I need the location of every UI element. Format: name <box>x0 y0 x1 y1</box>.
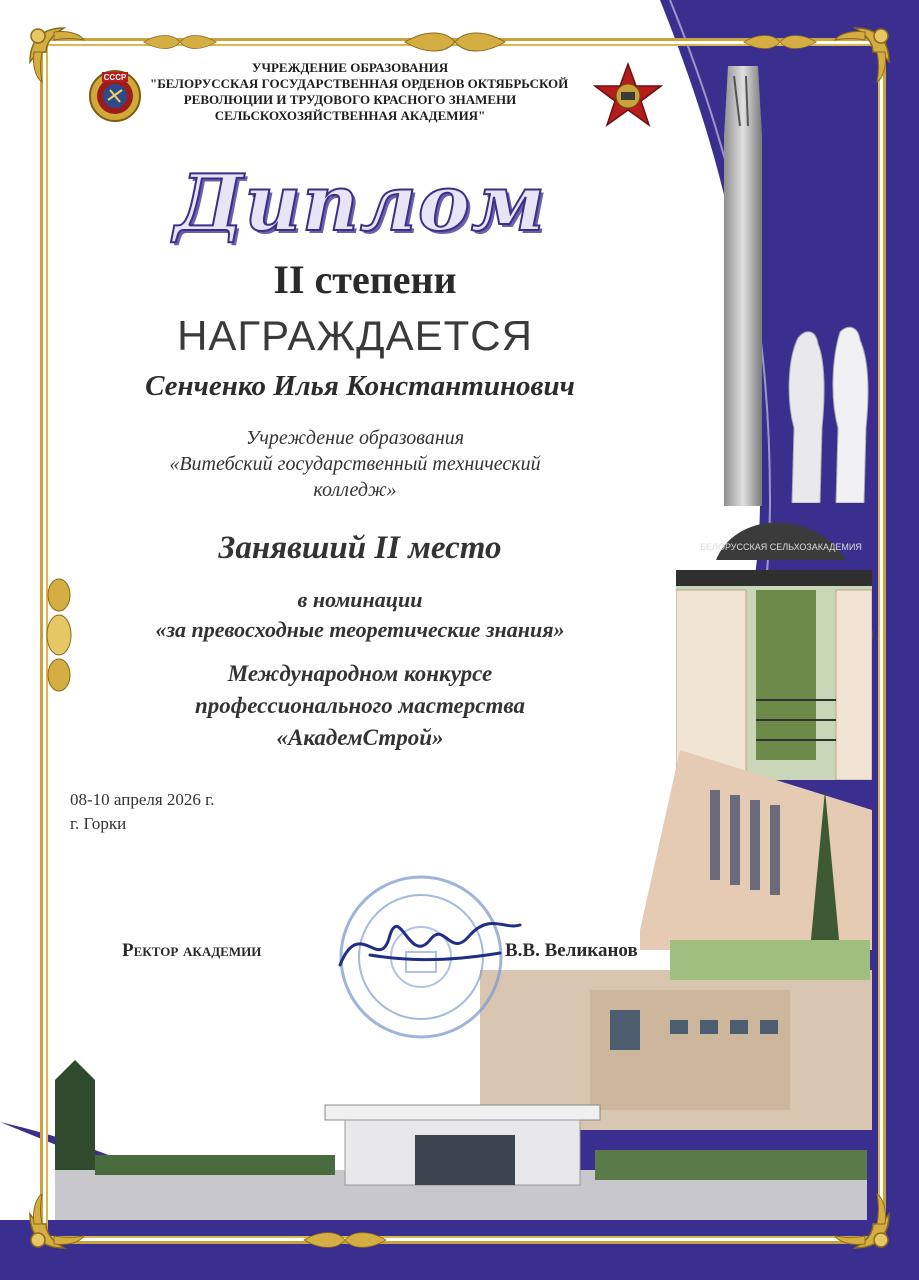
organization-line: колледж» <box>313 479 397 501</box>
recipient-organization <box>110 425 600 503</box>
gate-sign-text: БЕЛОРУССКАЯ СЕЛЬХОЗАКАДЕМИЯ <box>700 542 862 552</box>
corner-ornament-icon <box>831 22 895 86</box>
contest-line: Международном конкурсе <box>227 661 493 686</box>
award-heading: НАГРАЖДАЕТСЯ <box>177 312 533 359</box>
medal-text: СССР <box>103 73 127 82</box>
event-city: г. Горки <box>70 814 127 833</box>
organization-line: Учреждение образования <box>245 427 465 449</box>
contest-block <box>90 658 630 754</box>
rector-name: В.В. Великанов <box>505 940 638 961</box>
college-building-photo <box>640 750 872 950</box>
nomination-line: в номинации <box>297 587 423 612</box>
nomination-line: «за превосходные теоретические знания» <box>155 617 565 642</box>
order-of-lenin-medal-icon <box>88 64 142 124</box>
date-location <box>70 788 214 836</box>
contest-line: «АкадемСтрой» <box>276 725 444 750</box>
diploma-title: Диплом <box>173 158 547 249</box>
bottom-ornament-icon <box>300 1228 390 1252</box>
event-date: 08-10 апреля 2026 г. <box>70 790 215 809</box>
order-red-star-icon <box>593 62 663 128</box>
sculpture-photo <box>778 318 873 503</box>
place-heading: Занявший II место <box>218 530 502 566</box>
institution-line: РЕВОЛЮЦИИ И ТРУДОВОГО КРАСНОГО ЗНАМЕНИ <box>183 92 517 107</box>
rector-signature-icon <box>330 905 530 985</box>
institution-line: УЧРЕЖДЕНИЕ ОБРАЗОВАНИЯ <box>251 60 449 75</box>
top-ornament-icon <box>400 30 510 54</box>
rector-title: Ректор академии <box>122 940 262 961</box>
corner-ornament-icon <box>24 22 88 86</box>
top-ornament-icon <box>740 30 820 54</box>
institution-line: "БЕЛОРУССКАЯ ГОСУДАРСТВЕННАЯ ОРДЕНОВ ОКТЯБРЬСКОЙ <box>150 76 569 91</box>
top-ornament-icon <box>140 30 220 54</box>
contest-line: профессионального мастерства <box>195 693 525 718</box>
institution-header <box>150 60 569 124</box>
degree-heading: II степени <box>273 257 457 302</box>
institution-line: СЕЛЬСКОХОЗЯЙСТВЕННАЯ АКАДЕМИЯ" <box>214 108 486 123</box>
plaza-photo <box>55 1060 867 1220</box>
academy-gate-photo <box>676 480 872 780</box>
organization-line: «Витебский государственный технический <box>169 453 541 475</box>
nomination-block <box>60 585 660 645</box>
recipient-name: Сенченко Илья Константинович <box>145 370 575 402</box>
